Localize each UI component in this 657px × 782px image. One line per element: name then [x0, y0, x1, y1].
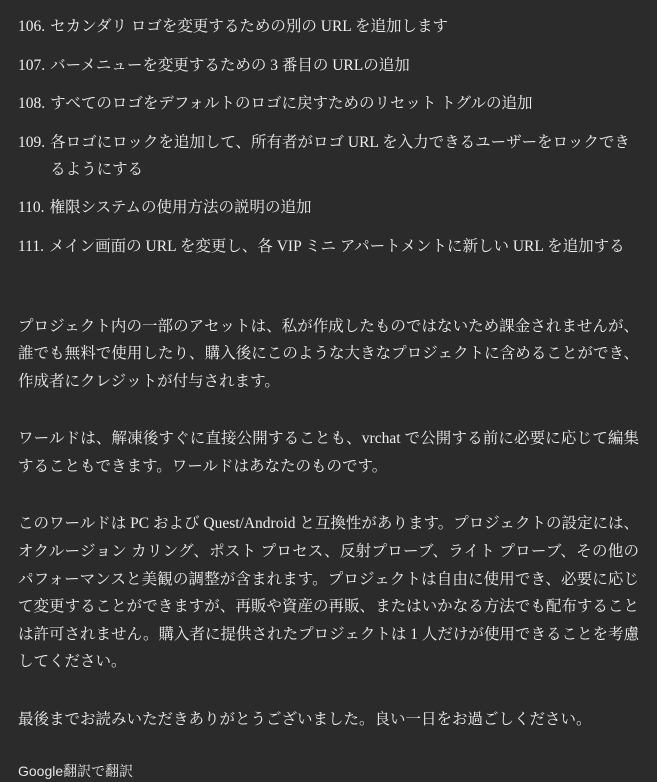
list-item-text: 各ロゴにロックを追加して、所有者がロゴ URL を入力できるユーザーをロックできるようにする — [50, 133, 630, 178]
list-item-number: 110. — [18, 199, 45, 217]
list-item-text: すべてのロゴをデフォルトのロゴに戻すためのリセット トグルの追加 — [50, 95, 533, 113]
spacer — [18, 480, 639, 510]
numbered-list — [18, 14, 639, 261]
list-item — [18, 195, 639, 222]
spacer — [18, 676, 639, 706]
list-item-number: 109. — [18, 133, 46, 151]
spacer — [18, 395, 639, 425]
list-item-text: バーメニューを変更するための 3 番目の URLの追加 — [50, 56, 410, 74]
list-item — [18, 14, 639, 41]
paragraph-compatibility: このワールドは PC および Quest/Android と互換性があります。プロジェクトの設定には、オクルージョン カリング、ポスト プロセス、反射プローブ、ライト プローブ、その他のパフォーマンスと美観の調整が含まれます。プロジェクトは自由に使用でき、必要に応じて変更することができますが、再販や資産の再販、またはいかなる方法でも配布することは許可されません。購入者に提供されたプロジェクトは 1 人だけが使用できることを考慮してください。 — [18, 515, 639, 671]
list-item-number: 111. — [18, 237, 44, 255]
translation-credit — [18, 760, 639, 782]
paragraph-thanks: 最後までお読みいただきありがとうございました。良い一日をお過ごしください。 — [18, 710, 592, 728]
list-item-number: 106. — [18, 18, 46, 35]
list-item-number: 108. — [18, 95, 46, 113]
list-item-text: 権限システムの使用方法の説明の追加 — [49, 199, 312, 217]
list-item — [18, 53, 639, 80]
list-item-text: メイン画面の URL を変更し、各 VIP ミニ アパートメントに新しい URL を追加する — [48, 237, 625, 255]
list-item-number: 107. — [18, 56, 46, 74]
list-item — [18, 91, 639, 118]
google-brand-label: Google — [18, 762, 64, 779]
paragraph-assets: プロジェクト内の一部のアセットは、私が作成したものではないため課金されませんが、誰でも無料で使用したり、購入後にこのような大きなプロジェクトに含めることができ、作成者にクレジットが付与されます。 — [18, 317, 639, 390]
paragraph-world-publish: ワールドは、解凍後すぐに直接公開することも、vrchat で公開する前に必要に応じて編集することもできます。ワールドはあなたのものです。 — [18, 430, 639, 475]
list-item-text: セカンダリ ロゴを変更するための別の URL を追加します — [50, 18, 449, 35]
list-item — [18, 234, 639, 261]
spacer — [18, 734, 639, 760]
spacer — [18, 273, 639, 313]
translation-credit-text: 翻訳で翻訳 — [63, 762, 134, 779]
list-item — [18, 130, 639, 183]
